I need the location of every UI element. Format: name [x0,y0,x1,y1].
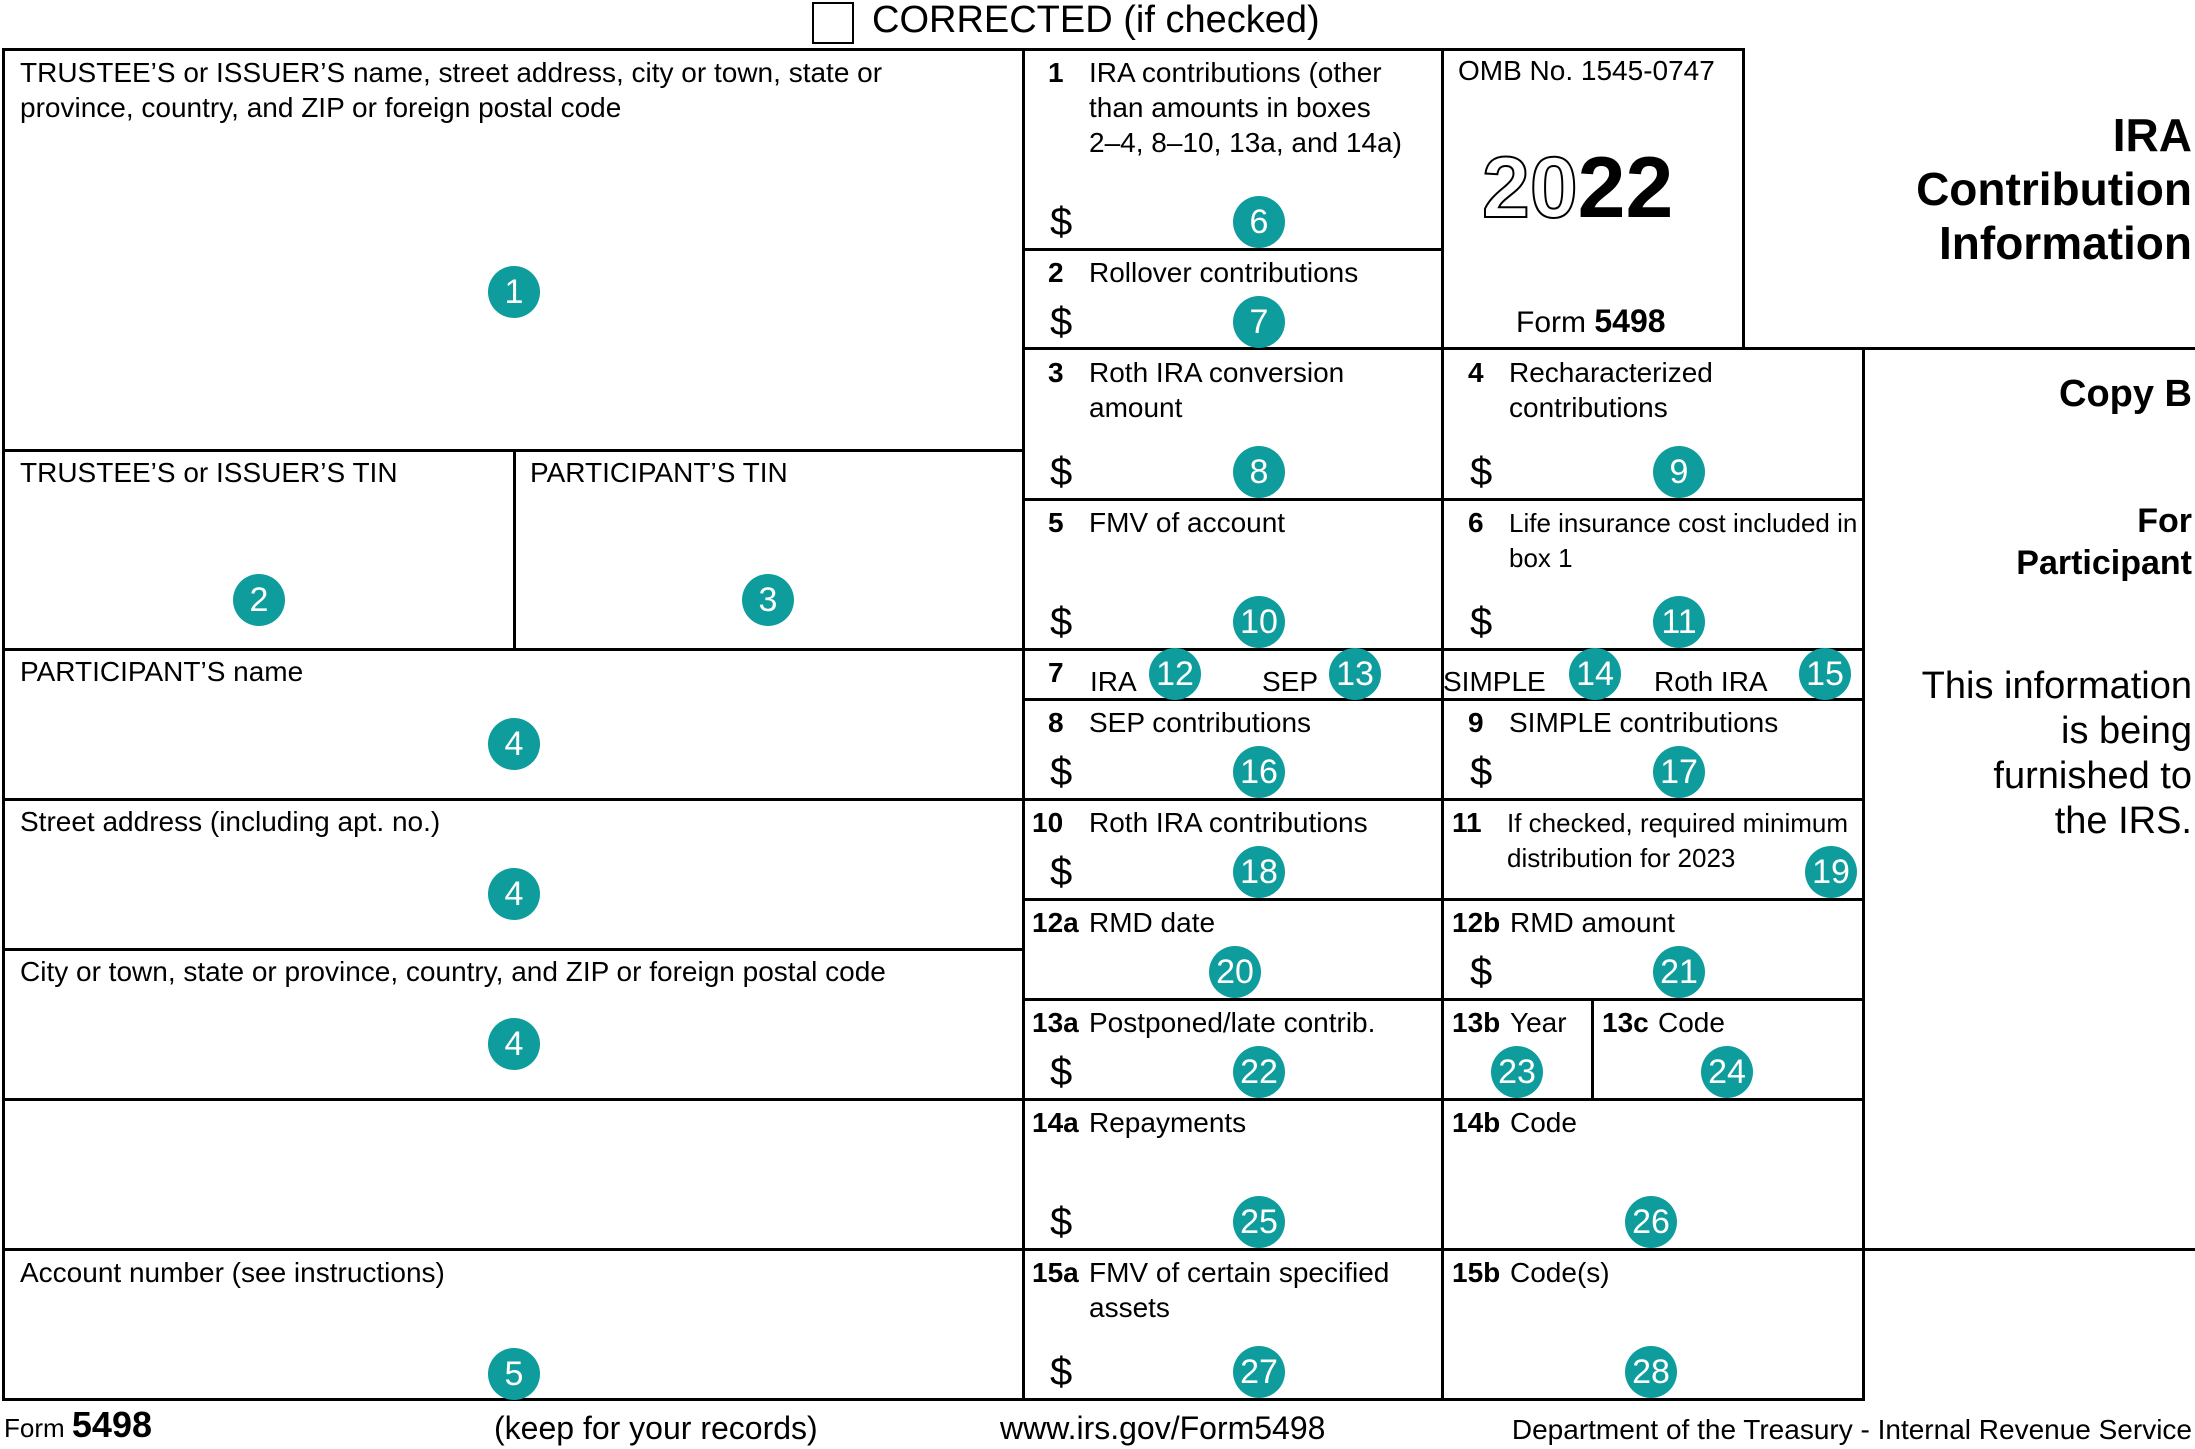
box1-label-1: IRA contributions (other [1089,57,1382,88]
box12b-dollar: $ [1470,950,1493,994]
title-line-3: Information [1939,217,2192,269]
box14a-number: 14a [1032,1107,1079,1138]
box12a-label: RMD date [1089,907,1216,938]
participant-label: Participant [2016,544,2192,582]
footer-department: Department of the Treasury - Internal Revenue Service [1511,1414,2192,1445]
box5-label: FMV of account [1089,507,1286,538]
box7-ira-label: IRA [1090,666,1137,697]
box8-dollar: $ [1050,750,1073,794]
field-marker-trustee-name[interactable]: 1 [488,266,540,318]
box3-label-1: Roth IRA conversion [1089,357,1345,388]
box5-number: 5 [1048,507,1064,538]
field-marker-box1[interactable]: 6 [1233,196,1285,248]
field-marker-box2[interactable]: 7 [1233,296,1285,348]
box4-label-2: contributions [1509,392,1668,423]
box15a-label-2: assets [1089,1292,1170,1323]
omb-form-label [1516,303,1666,341]
info-line-4: the IRS. [2054,800,2192,842]
tax-year-bold: 22 [1577,140,1674,236]
line-below-box10 [1022,898,1865,901]
line-below-city [2,1098,1865,1101]
footer-form-number: 5498 [71,1404,152,1445]
box7-number: 7 [1048,657,1064,688]
box13a-label: Postponed/late contrib. [1089,1007,1376,1038]
box9-number: 9 [1468,707,1484,738]
field-marker-box15a[interactable]: 27 [1233,1346,1285,1398]
corrected-label: CORRECTED (if checked) [872,0,1320,41]
divider-omb-right [1742,48,1745,348]
omb-form-prefix: Form [1516,306,1586,339]
tax-year [1482,140,1673,236]
box1-label-2: than amounts in boxes [1089,92,1371,123]
field-marker-box7-ira[interactable]: 12 [1149,648,1201,700]
divider-copy-left [1862,348,1865,1400]
box4-label-1: Recharacterized [1509,357,1713,388]
box3-label-2: amount [1089,392,1183,423]
box7-simple-label: SIMPLE [1443,666,1546,697]
field-marker-box10[interactable]: 18 [1233,846,1285,898]
trustee-tin-label: TRUSTEE’S or ISSUER’S TIN [20,457,398,488]
box7-sep-label: SEP [1262,666,1319,697]
field-marker-city[interactable]: 4 [488,1018,540,1070]
line-below-box1 [1022,248,1444,251]
line-below-omb [1022,347,2195,350]
box14b-number: 14b [1452,1107,1501,1138]
omb-number: OMB No. 1545-0747 [1458,55,1715,86]
box14a-dollar: $ [1050,1200,1073,1244]
field-marker-box13c[interactable]: 24 [1701,1046,1753,1098]
box8-label: SEP contributions [1089,707,1312,738]
field-marker-box15b[interactable]: 28 [1625,1346,1677,1398]
box10-label: Roth IRA contributions [1089,807,1368,838]
bottom-border [2,1398,1865,1401]
title-line-1: IRA [2112,109,2192,161]
box13a-dollar: $ [1050,1050,1073,1094]
title-line-2: Contribution [1916,163,2192,215]
box13a-number: 13a [1032,1007,1079,1038]
box7-roth-label: Roth IRA [1654,666,1768,697]
footer-form-prefix: Form [4,1413,65,1443]
for-label: For [2137,502,2192,540]
box13c-number: 13c [1602,1007,1649,1038]
box15a-label-1: FMV of certain specified [1089,1257,1390,1288]
box13b-number: 13b [1452,1007,1501,1038]
box6-label-1: Life insurance cost included in [1509,508,1858,538]
participant-name-label: PARTICIPANT’S name [20,656,304,687]
city-label: City or town, state or province, country, and ZIP or foreign postal code [20,956,886,987]
field-marker-box4[interactable]: 9 [1653,446,1705,498]
field-marker-box6[interactable]: 11 [1653,596,1705,648]
info-line-2: is being [2061,710,2192,752]
box6-label-2: box 1 [1509,543,1573,573]
line-below-participant-name [2,798,1865,801]
footer-form-label [4,1404,152,1449]
box1-number: 1 [1048,57,1064,88]
line-below-box3 [1022,498,1865,501]
box15a-number: 15a [1032,1257,1079,1288]
box9-label: SIMPLE contributions [1509,707,1779,738]
box4-number: 4 [1468,357,1484,388]
footer-keep-records: (keep for your records) [494,1410,818,1446]
corrected-checkbox[interactable] [812,2,854,44]
box2-number: 2 [1048,257,1064,288]
box6-dollar: $ [1470,600,1493,644]
field-marker-box14a[interactable]: 25 [1233,1196,1285,1248]
field-marker-box12b[interactable]: 21 [1653,946,1705,998]
field-marker-box5[interactable]: 10 [1233,596,1285,648]
participant-tin-label: PARTICIPANT’S TIN [530,457,788,488]
street-address-label: Street address (including apt. no.) [20,806,441,837]
account-number-label: Account number (see instructions) [20,1257,445,1288]
top-border [2,48,1745,51]
info-line-1: This information [1921,665,2192,707]
box2-dollar: $ [1050,300,1073,344]
box1-label-3: 2–4, 8–10, 13a, and 14a) [1089,127,1402,158]
footer-url[interactable]: www.irs.gov/Form5498 [1000,1410,1326,1446]
divider-tin [513,449,516,650]
box6-number: 6 [1468,507,1484,538]
field-marker-box13b[interactable]: 23 [1491,1046,1543,1098]
copy-b-label: Copy B [2059,373,2192,415]
field-marker-account-number[interactable]: 5 [488,1348,540,1400]
box3-dollar: $ [1050,450,1073,494]
field-marker-participant-name[interactable]: 4 [488,718,540,770]
field-marker-box8[interactable]: 16 [1233,746,1285,798]
line-below-box14 [2,1248,2195,1251]
box3-number: 3 [1048,357,1064,388]
box11-label-2: distribution for 2023 [1507,843,1736,873]
trustee-name-label-2: province, country, and ZIP or foreign postal code [20,92,622,123]
field-marker-box13a[interactable]: 22 [1233,1046,1285,1098]
field-marker-street-address[interactable]: 4 [488,868,540,920]
field-marker-trustee-tin[interactable]: 2 [233,574,285,626]
box13c-label: Code [1658,1007,1725,1038]
box15a-dollar: $ [1050,1350,1073,1394]
line-below-street [2,948,1025,951]
box15b-number: 15b [1452,1257,1501,1288]
divider-13b-13c [1591,1000,1594,1100]
box9-dollar: $ [1470,750,1493,794]
box14b-label: Code [1510,1107,1577,1138]
tax-year-outline: 20 [1482,140,1578,236]
field-marker-participant-tin[interactable]: 3 [742,574,794,626]
line-below-box12 [1022,998,1865,1001]
trustee-name-label-1: TRUSTEE’S or ISSUER’S name, street address, city or town, state or [20,57,883,88]
field-marker-box3[interactable]: 8 [1233,446,1285,498]
field-marker-box12a[interactable]: 20 [1209,946,1261,998]
field-marker-box9[interactable]: 17 [1653,746,1705,798]
box13b-label: Year [1510,1007,1567,1038]
box1-dollar: $ [1050,200,1073,244]
box15b-label: Code(s) [1510,1257,1610,1288]
box2-label: Rollover contributions [1089,257,1359,288]
field-marker-box7-simple[interactable]: 14 [1569,648,1621,700]
box8-number: 8 [1048,707,1064,738]
box12a-number: 12a [1032,907,1079,938]
box11-label-1: If checked, required minimum [1507,808,1849,838]
field-marker-box14b[interactable]: 26 [1625,1196,1677,1248]
box4-dollar: $ [1470,450,1493,494]
field-marker-box7-roth[interactable]: 15 [1799,648,1851,700]
field-marker-box11[interactable]: 19 [1805,846,1857,898]
field-marker-box7-sep[interactable]: 13 [1329,648,1381,700]
box12b-label: RMD amount [1510,907,1675,938]
box11-number: 11 [1452,807,1482,838]
box10-number: 10 [1032,807,1064,838]
box12b-number: 12b [1452,907,1501,938]
box14a-label: Repayments [1089,1107,1247,1138]
line-below-trustee-name [2,449,1025,452]
box5-dollar: $ [1050,600,1073,644]
form-left-border [2,48,5,1400]
box10-dollar: $ [1050,850,1073,894]
info-line-3: furnished to [1993,755,2192,797]
omb-form-number: 5498 [1594,303,1666,339]
